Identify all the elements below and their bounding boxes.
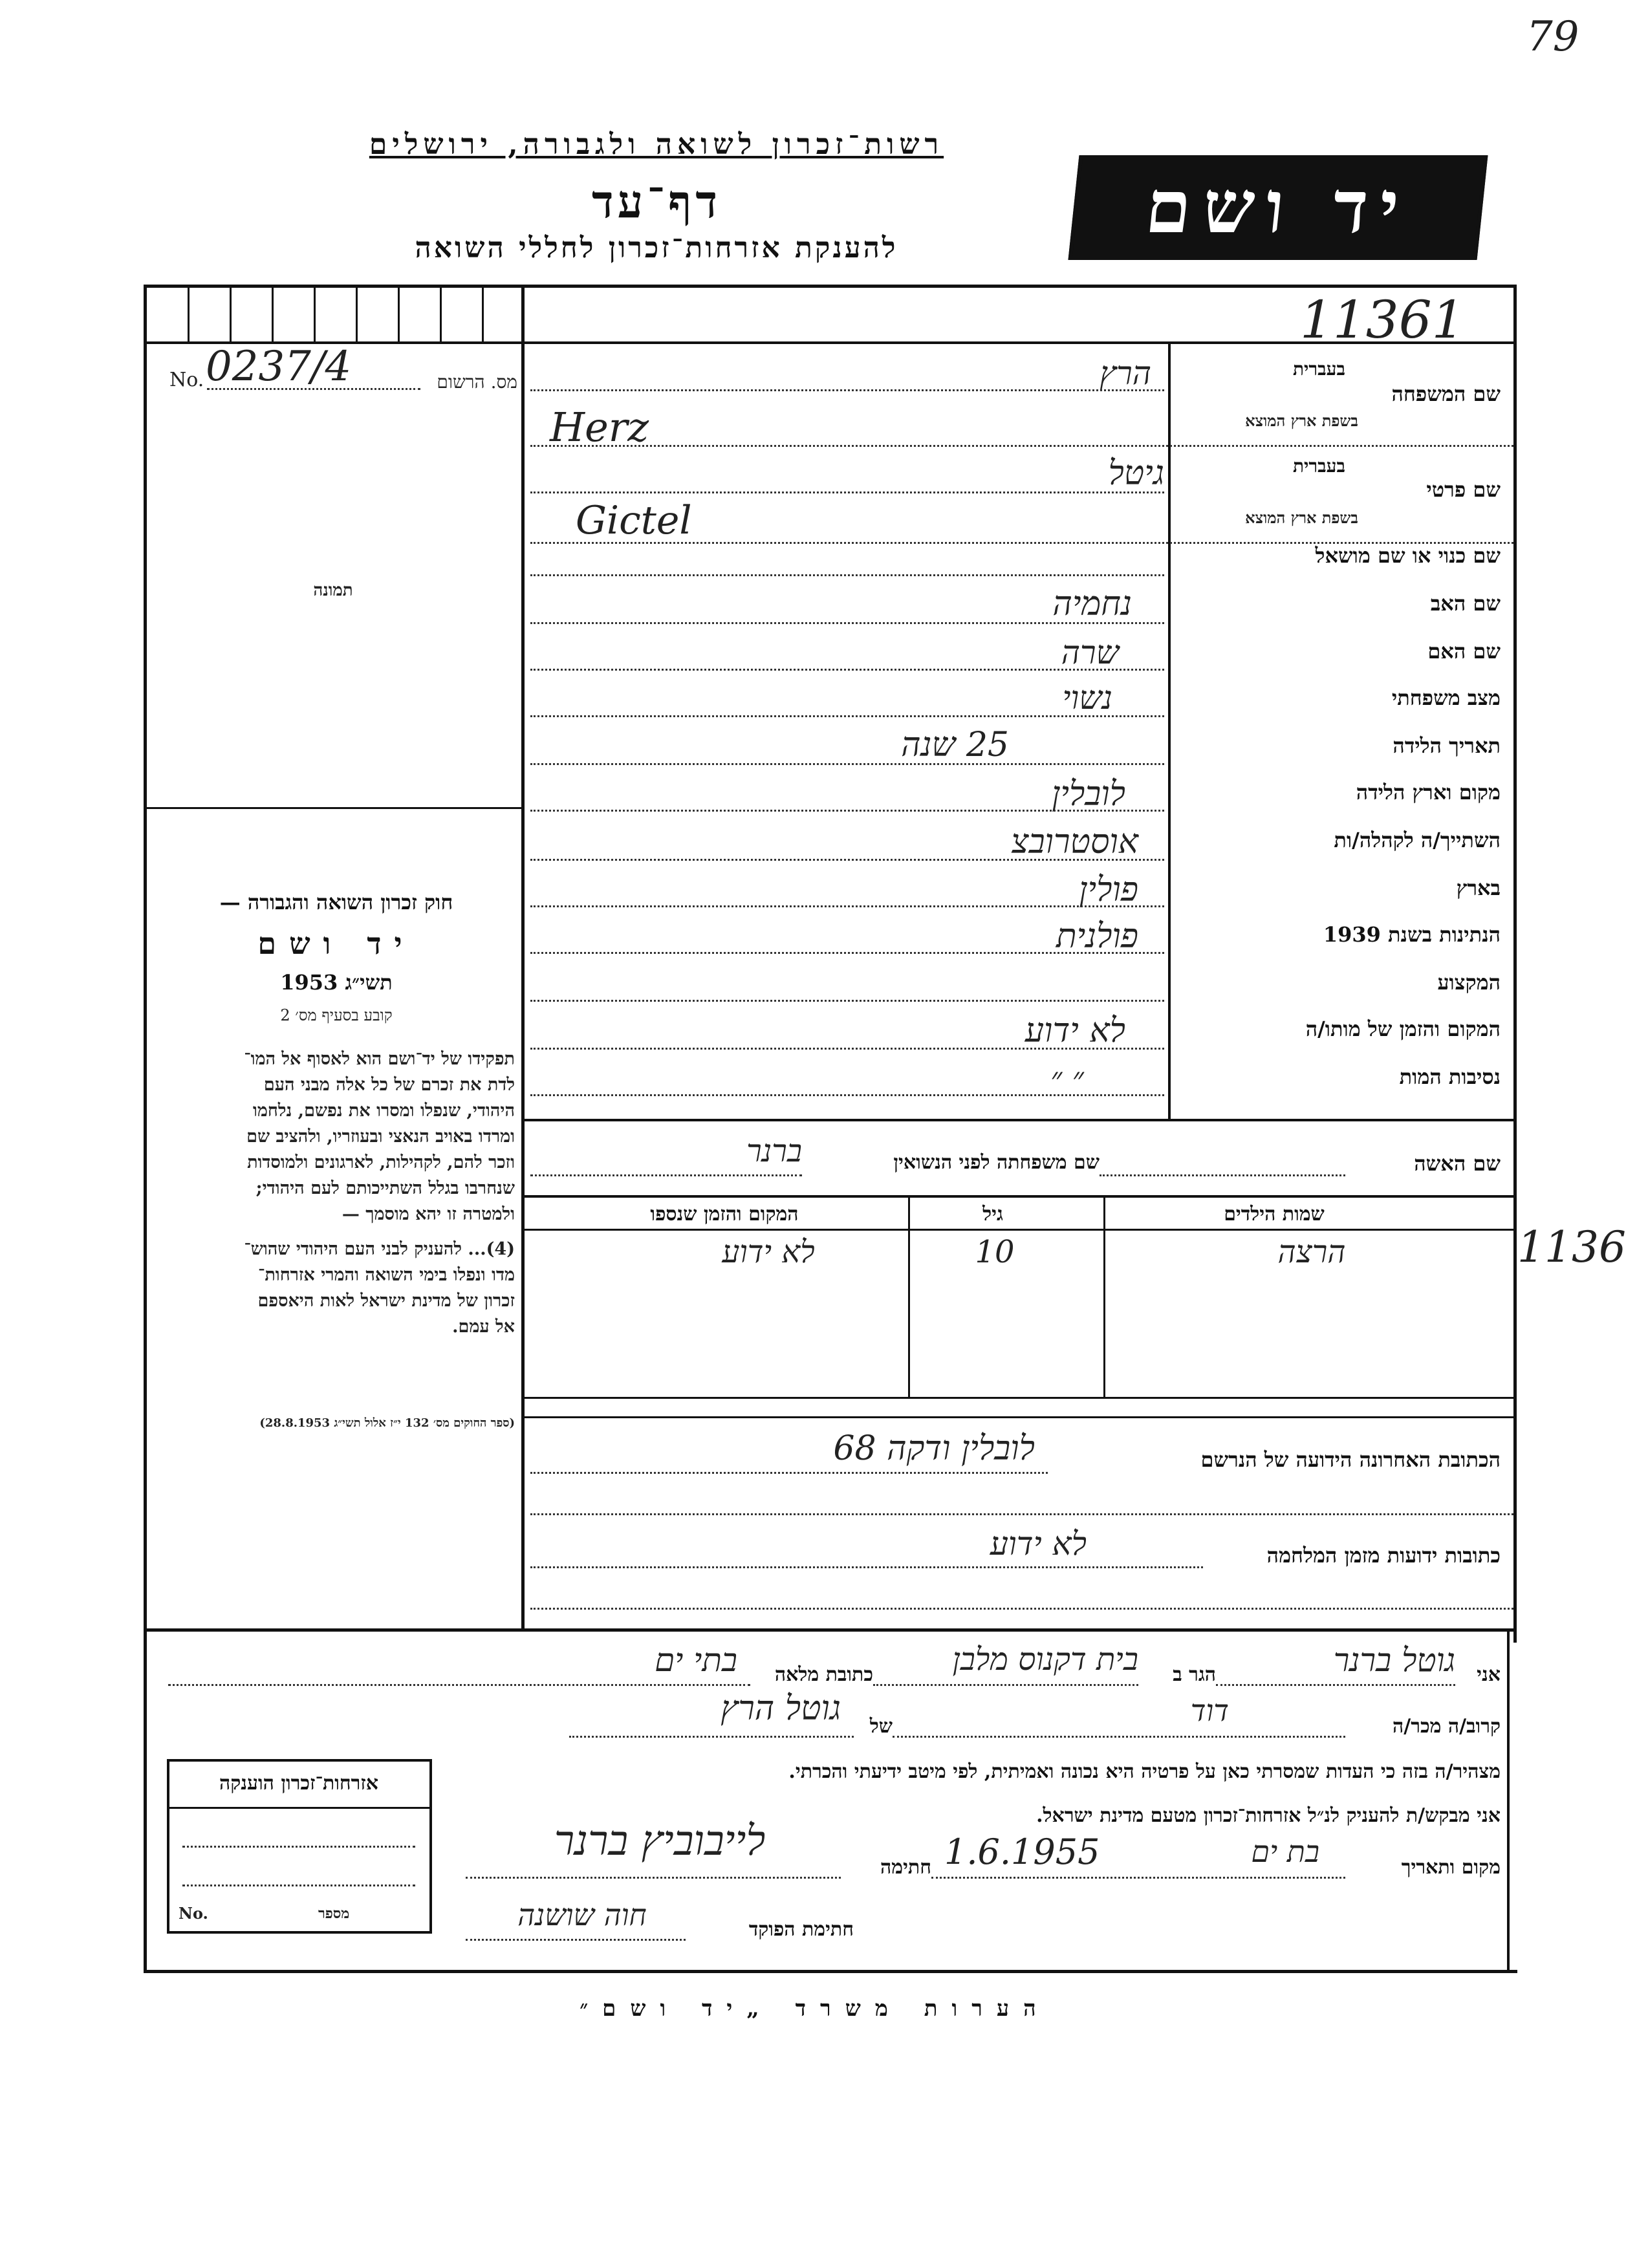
label-column-line bbox=[1168, 344, 1171, 1120]
spouse-section-top-line bbox=[523, 1119, 1515, 1121]
relative-of-name: גוטל הרץ bbox=[721, 1689, 841, 1728]
authority-heading: רשות־זכרון לשואה ולגבורה, ירושלים bbox=[369, 128, 944, 161]
frame-left-line bbox=[144, 285, 147, 1972]
declaration-resides-label: הגר ב bbox=[1173, 1663, 1216, 1686]
law-year: תשי״ג 1953 bbox=[280, 970, 393, 995]
family-name-label: שם המשפחה bbox=[1391, 382, 1501, 406]
children-names-header: שמות הילדים bbox=[1224, 1203, 1325, 1226]
death-place-value: לא ידוע bbox=[1024, 1011, 1125, 1050]
law-top-line bbox=[146, 807, 522, 809]
maiden-name-label: שם משפחתה לפני הנשואין bbox=[893, 1151, 1100, 1174]
declaration-full-address-line bbox=[168, 1684, 750, 1686]
family-name-hebrew-label: בעברית bbox=[1292, 358, 1345, 380]
citizenship-box-no-label: No. bbox=[179, 1904, 208, 1923]
grid-tick-5 bbox=[356, 285, 358, 343]
form-number: 11361 bbox=[1300, 290, 1465, 350]
signature-line bbox=[466, 1877, 841, 1879]
declaration-full-address: בתי ים bbox=[655, 1641, 737, 1679]
children-top-line bbox=[523, 1195, 1515, 1198]
first-name-label: שם פרטי bbox=[1426, 477, 1501, 502]
marital-label: מצב משפחתי bbox=[1391, 686, 1501, 710]
wife-label: שם האשה bbox=[1414, 1151, 1501, 1176]
father-value: נחמיה bbox=[1052, 585, 1132, 623]
declaration-statement: מצהיר/ה בזה כי העדות שמסרתי כאן על פרטיה היא נכונה ואמיתית, לפי מיטב ידיעתי והכרתי. bbox=[788, 1760, 1501, 1783]
community-value: אוסטרובצ bbox=[1011, 823, 1138, 861]
address-spare-line-1 bbox=[530, 1513, 1513, 1515]
officer-signature-line bbox=[466, 1939, 686, 1941]
declaration-i-name: גוטל ברנר bbox=[1333, 1641, 1455, 1679]
frame-bottom-line bbox=[144, 1970, 1517, 1973]
birth-place-value: לובלין bbox=[1052, 775, 1125, 814]
declaration-top-line bbox=[144, 1628, 1516, 1632]
last-address-line bbox=[530, 1472, 1048, 1474]
officer-signature: חוה שושנה bbox=[517, 1897, 647, 1932]
wartime-address-label: כתובות ידועות מזמן המלחמה bbox=[1266, 1543, 1501, 1568]
law-line-11: אל עמם. bbox=[452, 1317, 515, 1337]
law-source: (ספר החוקים מס׳ 132 י״ז אלול תשי״ג 28.8.1953) bbox=[259, 1416, 515, 1430]
child-death-place: לא ידוע bbox=[722, 1234, 815, 1270]
maiden-name-value: ברנר bbox=[746, 1133, 802, 1169]
grid-tick-8 bbox=[482, 285, 484, 343]
date-value: 1.6.1955 bbox=[944, 1831, 1100, 1872]
children-bottom-line bbox=[523, 1397, 1515, 1399]
maiden-dotted-line bbox=[530, 1174, 802, 1176]
last-address-label: הכתובת האחרונה הידועה של הנרשם bbox=[1200, 1447, 1501, 1472]
birth-place-label: מקום וארץ הלידה bbox=[1356, 780, 1501, 805]
wife-dotted-line bbox=[1100, 1174, 1345, 1176]
declaration-right-line bbox=[1507, 1628, 1510, 1972]
side-number: 1136 bbox=[1517, 1222, 1626, 1272]
child-name: הרצה bbox=[1277, 1234, 1346, 1270]
citizenship-label: הנתינות בשנת 1939 bbox=[1323, 922, 1501, 947]
nickname-label: שם כנוי או שם מושאל bbox=[1315, 543, 1501, 568]
declaration-i-line bbox=[1216, 1684, 1455, 1686]
declaration-request: אני מבקש/ת להעניק לנ״ל אזרחות־זכרון מטעם מדינת ישראל. bbox=[1036, 1804, 1501, 1827]
law-body bbox=[153, 1046, 515, 1340]
children-col-divider-2 bbox=[908, 1196, 910, 1397]
grid-tick-6 bbox=[398, 285, 400, 343]
grid-tick-3 bbox=[272, 285, 274, 343]
child-age: 10 bbox=[975, 1234, 1015, 1270]
law-line-8: (4)... להעניק לבני העם היהודי שהוש־ bbox=[244, 1239, 515, 1259]
law-line-7: ולמטרה זו יהא מוסמך — bbox=[341, 1204, 515, 1224]
family-name-origin: Herz bbox=[550, 404, 649, 451]
first-name-hebrew-label: בעברית bbox=[1292, 455, 1345, 477]
law-line-2: לדת את זכרם של כל אלה מבני העם bbox=[263, 1075, 515, 1095]
children-col-divider-1 bbox=[1103, 1196, 1105, 1397]
declaration-resides-line bbox=[873, 1684, 1138, 1686]
law-line-10: זכרון של מדינת ישראל לאות היאספם bbox=[257, 1291, 515, 1311]
yad-vashem-logo bbox=[1068, 155, 1488, 260]
profession-label: המקצוע bbox=[1437, 970, 1501, 995]
family-name-origin-line bbox=[530, 445, 1513, 447]
officer-signature-label: חתימת הפוקד bbox=[748, 1918, 854, 1941]
frame-right-line bbox=[1513, 285, 1517, 1643]
family-name-origin-label: בשפת ארץ המוצא bbox=[1245, 411, 1358, 430]
grid-tick-4 bbox=[314, 285, 316, 343]
office-notes-footer: הערות משרד „יד ושם״ bbox=[580, 1996, 1050, 2022]
registration-no-label: No. bbox=[169, 369, 204, 391]
registration-value: 0237/4 bbox=[206, 343, 352, 391]
declaration-resides: בית דקנוס מלבן bbox=[952, 1641, 1138, 1678]
citizenship-box-title: אזרחות־זכרון הוענקה bbox=[219, 1772, 379, 1795]
father-label: שם האב bbox=[1430, 591, 1501, 616]
law-line-9: מדו ונפלו בימי השואה והמרי אזרחות־ bbox=[257, 1265, 515, 1285]
addresses-top-line bbox=[523, 1416, 1515, 1418]
law-line-4: ומרדו באויב הנאצי ובעוזריו, ולהציב שם bbox=[246, 1127, 515, 1147]
mother-label: שם האם bbox=[1427, 639, 1501, 664]
death-cause-value: ״ ״ bbox=[1050, 1061, 1084, 1097]
form-title: דף־עד bbox=[591, 175, 721, 228]
grid-tick-2 bbox=[230, 285, 232, 343]
law-section: קובע בסעיף מס׳ 2 bbox=[280, 1006, 393, 1024]
law-line-3: היהודי, שנפלו ומסרו את נפשם, נלחמו bbox=[252, 1101, 515, 1121]
mother-value: שרה bbox=[1061, 634, 1119, 671]
signature-label: חתימה bbox=[880, 1856, 931, 1879]
citizenship-box-number-label: מספר bbox=[318, 1905, 350, 1922]
children-place-header: המקום והזמן שנספו bbox=[650, 1203, 799, 1226]
law-name: יד ושם bbox=[257, 926, 415, 961]
law-title: חוק זכרון השואה והגבורה — bbox=[219, 890, 453, 914]
law-line-6: שנחרבו בגלל השתייכותם לעם היהודי; bbox=[255, 1178, 515, 1198]
address-spare-line-2 bbox=[530, 1608, 1513, 1610]
death-cause-label: נסיבות המות bbox=[1399, 1064, 1501, 1089]
grid-tick-1 bbox=[188, 285, 190, 343]
grid-tick-7 bbox=[440, 285, 442, 343]
relative-line bbox=[893, 1736, 1345, 1738]
country-label: בארץ bbox=[1456, 876, 1501, 900]
wartime-address-value: לא ידוע bbox=[990, 1525, 1087, 1562]
children-age-header: גיל bbox=[982, 1203, 1003, 1226]
form-subtitle: להענקת אזרחות־זכרון לחללי השואה bbox=[415, 232, 898, 265]
registration-label: מס. הרשום bbox=[437, 371, 517, 393]
relative-of-label: של bbox=[869, 1715, 893, 1738]
citizenship-box-title-line bbox=[169, 1807, 429, 1809]
mid-divider bbox=[521, 285, 525, 1630]
corner-page-mark: 79 bbox=[1526, 13, 1579, 61]
first-name-origin-label: בשפת ארץ המוצא bbox=[1245, 508, 1358, 527]
signature-value: לייבוביץ ברנר bbox=[554, 1817, 766, 1865]
nickname-line bbox=[530, 574, 1164, 576]
frame-top-line bbox=[144, 285, 1515, 288]
children-header-line bbox=[523, 1229, 1515, 1231]
last-address-value: לובלין ודקה 68 bbox=[833, 1429, 1035, 1468]
first-name-hebrew: גיטל bbox=[1108, 454, 1164, 493]
law-line-1: תפקידו של יד־ושם הוא לאסוף אל המו־ bbox=[244, 1049, 515, 1069]
profession-line bbox=[530, 1000, 1164, 1002]
birth-date-label: תאריך הלידה bbox=[1393, 733, 1501, 758]
children-row bbox=[523, 1234, 1515, 1279]
marital-value: נשוי bbox=[1062, 679, 1112, 717]
citizenship-value: פולנית bbox=[1056, 917, 1138, 956]
citizenship-granted-box bbox=[167, 1759, 432, 1934]
declaration-i-label: אני bbox=[1477, 1663, 1501, 1686]
community-label: השתייך/ה לקהלה/ות bbox=[1334, 828, 1501, 852]
declaration-full-address-label: כתובת מלאה bbox=[774, 1663, 873, 1686]
citizenship-box-line-2 bbox=[182, 1885, 415, 1886]
country-value: פולין bbox=[1079, 870, 1138, 909]
first-name-origin: Gictel bbox=[576, 498, 692, 543]
law-line-5: וזכר להם, לקהילות, לארגונים ולמוסדות bbox=[247, 1152, 515, 1172]
family-name-hebrew: הרץ bbox=[1100, 354, 1151, 392]
relative-value: דוד bbox=[1190, 1693, 1229, 1728]
relative-label: קרוב/ה מכר/ה bbox=[1393, 1715, 1501, 1738]
birth-date-value: 25 שנה bbox=[901, 726, 1009, 764]
wartime-address-line bbox=[530, 1566, 1203, 1568]
place-date-line bbox=[931, 1877, 1345, 1879]
citizenship-box-line-1 bbox=[182, 1846, 415, 1848]
place-date-label: מקום ותאריך bbox=[1401, 1856, 1501, 1879]
relative-of-line bbox=[569, 1736, 854, 1738]
logo-text: יד ושם bbox=[1142, 165, 1415, 250]
place-value: בת ים bbox=[1251, 1834, 1319, 1869]
photo-label: תמונה bbox=[313, 581, 353, 600]
death-place-label: המקום והזמן של מותו/ה bbox=[1305, 1017, 1501, 1041]
